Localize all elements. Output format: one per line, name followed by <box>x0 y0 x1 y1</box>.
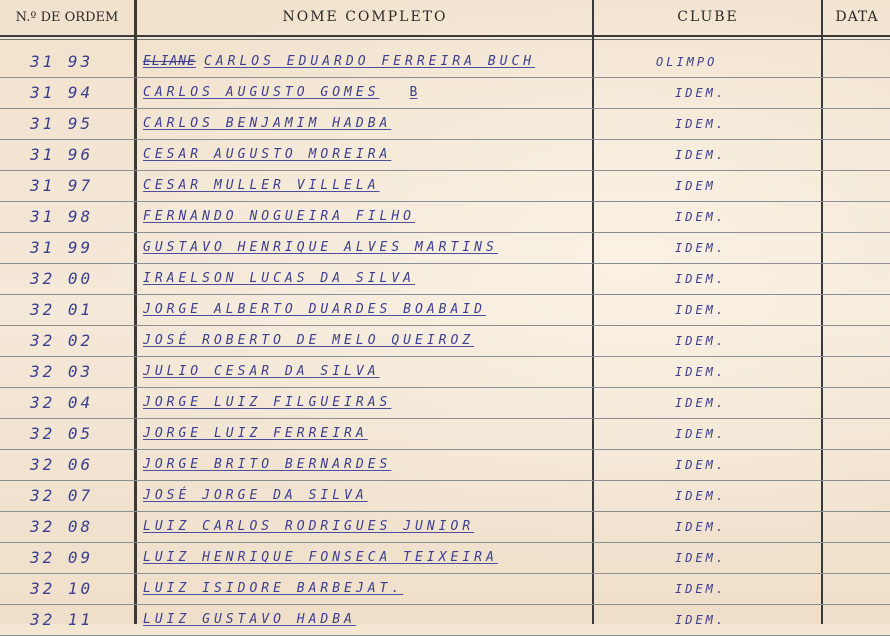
full-name: IRAELSON LUCAS DA SILVA <box>143 271 416 286</box>
row-number: 31 99 <box>30 238 94 257</box>
row-name-cell <box>143 612 356 627</box>
row-rule <box>0 108 890 109</box>
row-rule <box>0 511 890 512</box>
row-name-cell <box>143 209 415 224</box>
full-name: LUIZ ISIDORE BARBEJAT. <box>143 581 404 596</box>
row-number: 32 09 <box>30 548 94 567</box>
row-number: 31 97 <box>30 176 94 195</box>
row-club: OLIMPO <box>656 55 718 69</box>
row-name-cell <box>143 54 535 69</box>
row-name-cell <box>143 147 391 162</box>
row-number: 32 06 <box>30 455 94 474</box>
row-rule <box>0 232 890 233</box>
row-name-cell <box>143 271 415 286</box>
row-rule <box>0 449 890 450</box>
row-number: 31 96 <box>30 145 94 164</box>
row-name-cell <box>143 426 368 441</box>
row-club: IDEM. <box>675 334 727 348</box>
row-rule <box>0 356 890 357</box>
header-ordem: N.º DE ORDEM <box>15 9 119 25</box>
full-name: JORGE LUIZ FERREIRA <box>143 426 368 441</box>
struck-name: ELIANE <box>143 54 196 69</box>
row-number: 31 95 <box>30 114 94 133</box>
row-number: 32 07 <box>30 486 94 505</box>
row-name-cell <box>143 488 368 503</box>
full-name: JULIO CESAR DA SILVA <box>143 364 380 379</box>
row-club: IDEM. <box>675 396 727 410</box>
row-club: IDEM. <box>675 148 727 162</box>
full-name: CESAR MULLER VILLELA <box>143 178 380 193</box>
header-clube: CLUBE <box>677 9 739 25</box>
row-club: IDEM. <box>675 241 727 255</box>
row-number: 32 01 <box>30 300 94 319</box>
header-nome: NOME COMPLETO <box>282 9 448 25</box>
full-name: FERNANDO NOGUEIRA FILHO <box>143 209 416 224</box>
row-club: IDEM. <box>675 458 727 472</box>
full-name: JORGE LUIZ FILGUEIRAS <box>143 395 392 410</box>
row-rule <box>0 418 890 419</box>
row-name-cell <box>143 457 391 472</box>
full-name: CARLOS BENJAMIM HADBA <box>143 116 392 131</box>
row-rule <box>0 573 890 574</box>
full-name: JORGE BRITO BERNARDES <box>143 457 392 472</box>
full-name: JORGE ALBERTO DUARDES BOABAID <box>143 302 486 317</box>
row-club: IDEM. <box>675 489 727 503</box>
row-number: 31 98 <box>30 207 94 226</box>
row-rule <box>0 294 890 295</box>
row-rule <box>0 480 890 481</box>
row-club: IDEM. <box>675 582 727 596</box>
row-name-cell <box>143 581 403 596</box>
row-club: IDEM. <box>675 365 727 379</box>
row-name-cell <box>143 178 380 193</box>
row-rule <box>0 77 890 78</box>
row-number: 32 08 <box>30 517 94 536</box>
row-number: 32 10 <box>30 579 94 598</box>
row-club: IDEM. <box>675 303 727 317</box>
row-club: IDEM. <box>675 86 727 100</box>
row-club: IDEM. <box>675 551 727 565</box>
row-club: IDEM. <box>675 427 727 441</box>
full-name: LUIZ HENRIQUE FONSECA TEIXEIRA <box>143 550 498 565</box>
full-name: JOSÉ ROBERTO DE MELO QUEIROZ <box>143 333 475 348</box>
column-divider-clube <box>821 0 823 624</box>
row-number: 32 02 <box>30 331 94 350</box>
full-name: CARLOS EDUARDO FERREIRA BUCH <box>203 54 536 69</box>
row-rule <box>0 387 890 388</box>
row-name-cell <box>143 85 417 100</box>
row-club: IDEM. <box>675 210 727 224</box>
row-club: IDEM <box>675 179 716 193</box>
row-name-cell <box>143 240 498 255</box>
row-rule <box>0 139 890 140</box>
row-rule <box>0 201 890 202</box>
header-data: DATA <box>835 9 879 25</box>
row-name-cell <box>143 364 380 379</box>
full-name: LUIZ CARLOS RODRIGUES JUNIOR <box>143 519 475 534</box>
row-rule <box>0 542 890 543</box>
row-name-cell <box>143 302 486 317</box>
row-number: 32 00 <box>30 269 94 288</box>
full-name: CESAR AUGUSTO MOREIRA <box>143 147 392 162</box>
row-club: IDEM. <box>675 272 727 286</box>
row-club: IDEM. <box>675 613 727 627</box>
margin-mark: B <box>409 85 418 100</box>
row-number: 32 04 <box>30 393 94 412</box>
row-name-cell <box>143 519 474 534</box>
column-divider-ordem <box>134 0 137 624</box>
row-name-cell <box>143 116 391 131</box>
full-name: LUIZ GUSTAVO HADBA <box>143 612 356 627</box>
row-rule <box>0 170 890 171</box>
row-number: 31 94 <box>30 83 94 102</box>
row-name-cell <box>143 550 498 565</box>
row-club: IDEM. <box>675 520 727 534</box>
full-name: JOSÉ JORGE DA SILVA <box>143 488 368 503</box>
row-number: 32 03 <box>30 362 94 381</box>
row-name-cell <box>143 395 391 410</box>
row-rule <box>0 604 890 605</box>
row-number: 32 11 <box>30 610 94 629</box>
row-rule <box>0 263 890 264</box>
full-name: CARLOS AUGUSTO GOMES <box>143 85 380 100</box>
column-divider-nome <box>592 0 594 624</box>
row-rule <box>0 325 890 326</box>
full-name: GUSTAVO HENRIQUE ALVES MARTINS <box>143 240 498 255</box>
row-number: 31 93 <box>30 52 94 71</box>
row-number: 32 05 <box>30 424 94 443</box>
row-club: IDEM. <box>675 117 727 131</box>
row-name-cell <box>143 333 474 348</box>
